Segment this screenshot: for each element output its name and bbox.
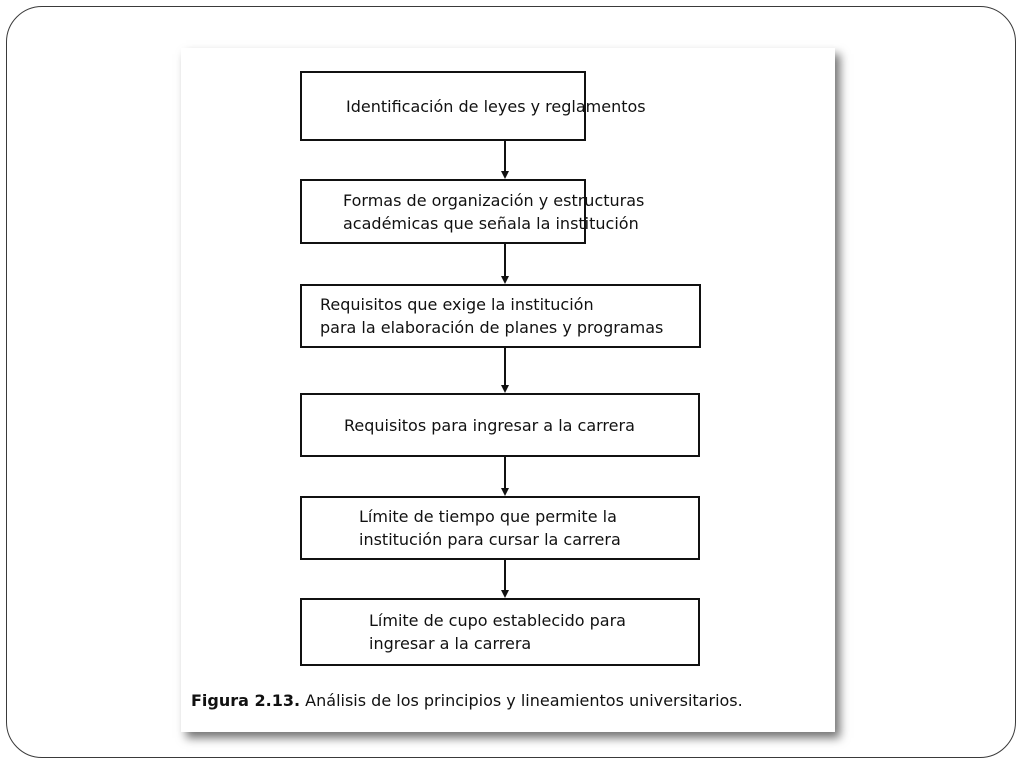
figure-caption xyxy=(191,691,743,710)
flowchart-box-requisitos-planes xyxy=(300,284,701,348)
flowchart-box-organizacion xyxy=(300,179,645,244)
box-text-line: Formas de organización y estructuras xyxy=(343,190,645,210)
arrow-organizacion-to-requisitos-planes xyxy=(501,244,509,284)
flowchart-box-limite-tiempo xyxy=(300,496,700,560)
box-text-line: para la elaboración de planes y programas xyxy=(320,318,664,337)
box-text-line: Requisitos que exige la institución xyxy=(320,295,594,314)
box-text-line: Límite de tiempo que permite la xyxy=(359,507,617,526)
caption-label: Figura 2.13. xyxy=(191,691,301,710)
box-text-line: Identificación de leyes y reglamentos xyxy=(346,96,646,116)
arrow-leyes-to-organizacion xyxy=(501,141,509,179)
box-text-line: ingresar a la carrera xyxy=(369,634,532,653)
box-text-line: Límite de cupo establecido para xyxy=(369,611,626,630)
arrow-requisitos-ingreso-to-limite-tiempo xyxy=(501,457,509,496)
box-text-line: institución para cursar la carrera xyxy=(359,530,621,549)
arrow-requisitos-planes-to-requisitos-ingreso xyxy=(501,348,509,393)
flowchart-box-leyes xyxy=(300,71,646,141)
flowchart-figure xyxy=(181,48,835,732)
box-text-line: académicas que señala la institución xyxy=(343,213,639,233)
arrow-limite-tiempo-to-limite-cupo xyxy=(501,560,509,598)
caption-text: Análisis de los principios y lineamientos universitarios. xyxy=(305,691,743,710)
box-text-line: Requisitos para ingresar a la carrera xyxy=(344,415,635,435)
flowchart-box-limite-cupo xyxy=(300,598,700,666)
flowchart-box-requisitos-ingreso xyxy=(300,393,700,457)
